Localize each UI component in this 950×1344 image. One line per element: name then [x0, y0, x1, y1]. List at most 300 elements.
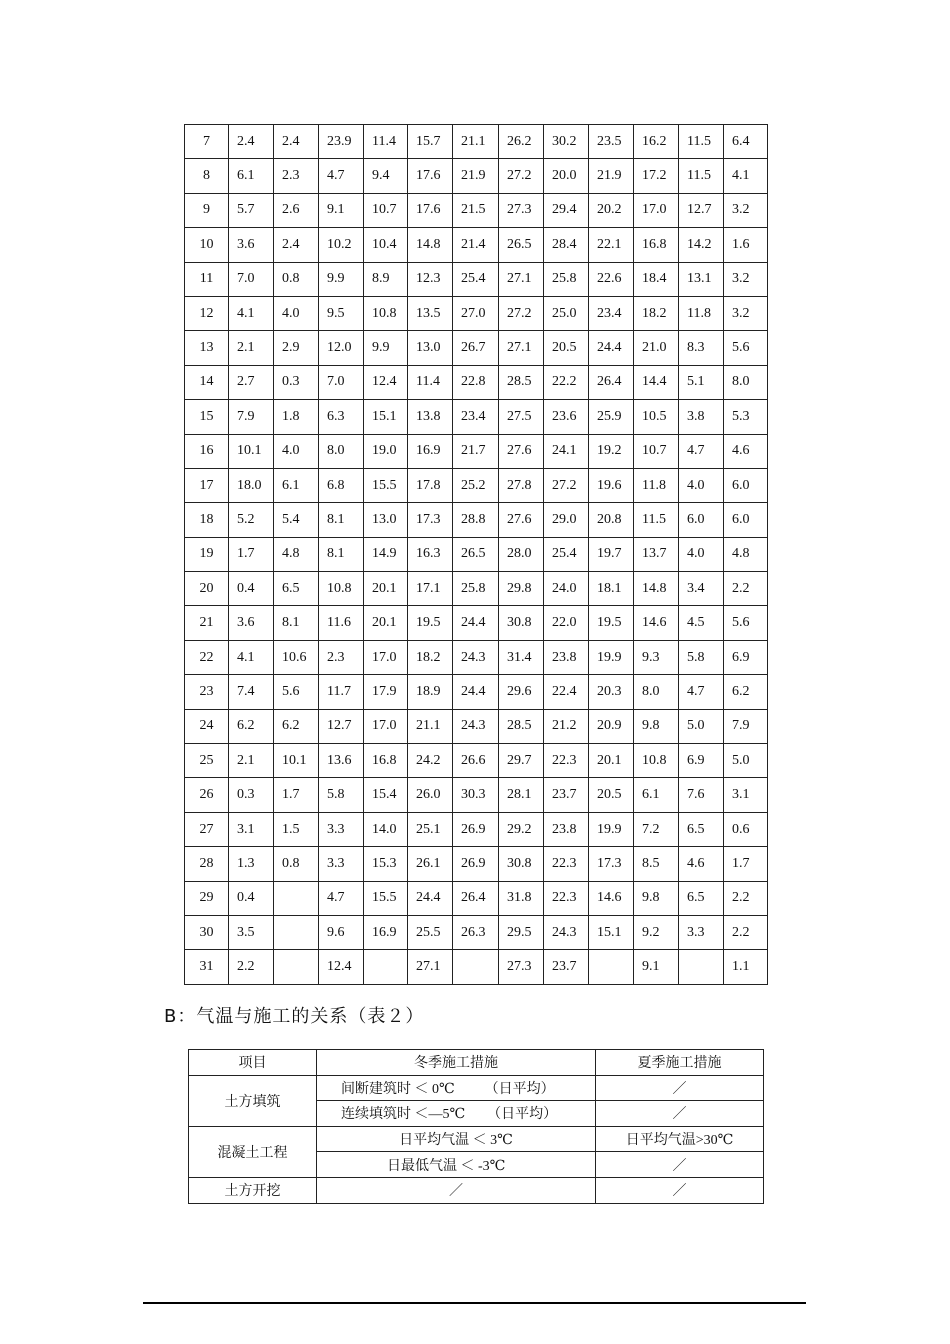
temperature-cell: 28.8 [453, 503, 499, 537]
temperature-cell: 14.2 [679, 228, 724, 262]
temperature-cell: 20.3 [589, 675, 634, 709]
temperature-cell: 6.5 [679, 881, 724, 915]
temperature-cell: 23.4 [589, 296, 634, 330]
table-row [185, 847, 768, 881]
temperature-cell: 2.1 [229, 744, 274, 778]
temperature-cell: 9.9 [319, 262, 364, 296]
temperature-cell: 4.8 [274, 537, 319, 571]
temperature-cell: 0.3 [229, 778, 274, 812]
temperature-cell: 15.1 [364, 400, 408, 434]
temperature-cell: 13.1 [679, 262, 724, 296]
earth-fill-winter-1 [317, 1075, 596, 1101]
temperature-cell: 6.8 [319, 468, 364, 502]
table-row [185, 331, 768, 365]
temperature-cell: 11.7 [319, 675, 364, 709]
temperature-cell: 30.8 [499, 606, 544, 640]
temperature-cell: 11.5 [679, 125, 724, 159]
temperature-cell: 13.7 [634, 537, 679, 571]
day-cell: 16 [185, 434, 229, 468]
day-cell: 29 [185, 881, 229, 915]
temperature-cell: 22.3 [544, 881, 589, 915]
temperature-cell: 27.8 [499, 468, 544, 502]
table-row [185, 640, 768, 674]
temperature-cell: 17.2 [634, 159, 679, 193]
temperature-cell: 0.8 [274, 847, 319, 881]
temperature-cell: 23.6 [544, 400, 589, 434]
temperature-cell: 23.9 [319, 125, 364, 159]
temperature-cell: 14.6 [589, 881, 634, 915]
day-cell: 24 [185, 709, 229, 743]
table-row [185, 193, 768, 227]
temperature-cell: 5.0 [679, 709, 724, 743]
temperature-cell: 7.4 [229, 675, 274, 709]
temperature-cell [679, 950, 724, 984]
temperature-cell: 11.4 [408, 365, 453, 399]
temperature-cell: 26.1 [408, 847, 453, 881]
temperature-cell: 6.0 [724, 468, 768, 502]
temperature-cell: 26.3 [453, 915, 499, 949]
temperature-cell: 26.6 [453, 744, 499, 778]
temperature-cell: 10.7 [634, 434, 679, 468]
temperature-cell: 26.4 [589, 365, 634, 399]
temperature-cell: 21.1 [408, 709, 453, 743]
temperature-cell: 19.5 [408, 606, 453, 640]
temperature-cell: 8.3 [679, 331, 724, 365]
table-row [185, 709, 768, 743]
temperature-cell: 4.7 [319, 881, 364, 915]
temperature-cell: 28.5 [499, 709, 544, 743]
temperature-cell: 6.1 [229, 159, 274, 193]
temperature-cell: 6.4 [724, 125, 768, 159]
temperature-cell: 10.8 [319, 572, 364, 606]
temperature-cell: 5.0 [724, 744, 768, 778]
day-cell: 12 [185, 296, 229, 330]
temperature-cell: 20.5 [589, 778, 634, 812]
temperature-cell: 6.0 [679, 503, 724, 537]
temperature-cell: 2.3 [274, 159, 319, 193]
temperature-cell: 29.4 [544, 193, 589, 227]
temperature-cell: 8.9 [364, 262, 408, 296]
section-heading: B：气温与施工的关系（表２） [164, 1006, 425, 1027]
temperature-cell: 10.1 [274, 744, 319, 778]
temperature-cell: 20.5 [544, 331, 589, 365]
table-row [185, 675, 768, 709]
temperature-cell: 22.3 [544, 744, 589, 778]
day-cell: 15 [185, 400, 229, 434]
temperature-cell: 12.7 [319, 709, 364, 743]
temperature-cell: 3.8 [679, 400, 724, 434]
temperature-cell: 6.1 [274, 468, 319, 502]
earth-fill-winter-1-note: （日平均） [484, 1081, 555, 1097]
temperature-cell: 1.3 [229, 847, 274, 881]
temperature-cell: 4.7 [679, 675, 724, 709]
table-row [185, 572, 768, 606]
table-row [185, 125, 768, 159]
temperature-cell: 26.4 [453, 881, 499, 915]
temperature-cell: 3.3 [319, 812, 364, 846]
temperature-cell: 16.2 [634, 125, 679, 159]
temperature-cell: 27.2 [499, 159, 544, 193]
temperature-cell: 14.9 [364, 537, 408, 571]
temperature-cell: 3.5 [229, 915, 274, 949]
temperature-cell: 25.0 [544, 296, 589, 330]
temperature-cell: 1.6 [724, 228, 768, 262]
excavation-label: 土方开挖 [189, 1177, 317, 1203]
temperature-cell: 11.6 [319, 606, 364, 640]
temperature-cell: 27.1 [499, 262, 544, 296]
temperature-cell: 6.9 [679, 744, 724, 778]
temperature-cell: 12.4 [319, 950, 364, 984]
temperature-cell: 4.0 [274, 296, 319, 330]
temperature-cell: 24.3 [453, 709, 499, 743]
temperature-cell: 7.0 [229, 262, 274, 296]
temperature-cell: 4.5 [679, 606, 724, 640]
temperature-cell: 8.5 [634, 847, 679, 881]
temperature-cell: 5.4 [274, 503, 319, 537]
temperature-cell: 16.8 [634, 228, 679, 262]
temperature-cell: 4.0 [679, 468, 724, 502]
temperature-cell: 13.6 [319, 744, 364, 778]
temperature-cell: 9.8 [634, 709, 679, 743]
temperature-cell: 16.8 [364, 744, 408, 778]
temperature-cell: 4.8 [724, 537, 768, 571]
temperature-cell: 24.4 [453, 606, 499, 640]
temperature-cell: 28.1 [499, 778, 544, 812]
temperature-cell: 22.8 [453, 365, 499, 399]
table-row [185, 812, 768, 846]
temperature-cell: 10.6 [274, 640, 319, 674]
temperature-cell: 22.3 [544, 847, 589, 881]
temperature-cell: 5.6 [724, 606, 768, 640]
temperature-cell: 0.8 [274, 262, 319, 296]
temperature-cell: 30.2 [544, 125, 589, 159]
header-item: 项目 [189, 1050, 317, 1076]
concrete-row-1 [189, 1126, 764, 1152]
day-cell: 23 [185, 675, 229, 709]
temperature-cell: 26.9 [453, 847, 499, 881]
temperature-cell: 2.2 [724, 915, 768, 949]
temperature-cell: 22.0 [544, 606, 589, 640]
temperature-cell: 24.2 [408, 744, 453, 778]
temperature-cell: 18.2 [634, 296, 679, 330]
temperature-cell: 8.1 [319, 503, 364, 537]
temperature-cell: 25.9 [589, 400, 634, 434]
temperature-cell: 23.8 [544, 812, 589, 846]
temperature-cell: 21.4 [453, 228, 499, 262]
temperature-cell: 7.0 [319, 365, 364, 399]
temperature-cell: 0.4 [229, 572, 274, 606]
temperature-cell: 16.9 [408, 434, 453, 468]
temperature-cell: 5.3 [724, 400, 768, 434]
temperature-cell: 4.7 [319, 159, 364, 193]
temperature-cell: 13.5 [408, 296, 453, 330]
day-cell: 13 [185, 331, 229, 365]
temperature-cell: 17.1 [408, 572, 453, 606]
temperature-cell: 2.9 [274, 331, 319, 365]
temperature-cell: 27.6 [499, 503, 544, 537]
temperature-cell: 10.1 [229, 434, 274, 468]
temperature-cell: 23.8 [544, 640, 589, 674]
temperature-cell: 2.4 [229, 125, 274, 159]
temperature-cell: 18.4 [634, 262, 679, 296]
temperature-cell: 27.1 [499, 331, 544, 365]
temperature-cell: 9.9 [364, 331, 408, 365]
temperature-cell: 25.4 [453, 262, 499, 296]
temperature-cell: 21.7 [453, 434, 499, 468]
concrete-winter-2: 日最低气温 ＜ -3℃ [317, 1152, 596, 1178]
temperature-cell: 2.4 [274, 125, 319, 159]
temperature-cell: 14.8 [634, 572, 679, 606]
day-cell: 14 [185, 365, 229, 399]
temperature-cell: 19.9 [589, 812, 634, 846]
temperature-cell: 0.6 [724, 812, 768, 846]
temperature-cell: 10.2 [319, 228, 364, 262]
temperature-cell: 9.1 [319, 193, 364, 227]
temperature-construction-relation-table [188, 1049, 764, 1204]
table-row [185, 537, 768, 571]
temperature-cell: 15.1 [589, 915, 634, 949]
temperature-cell: 27.3 [499, 950, 544, 984]
temperature-cell: 18.2 [408, 640, 453, 674]
temperature-cell: 20.8 [589, 503, 634, 537]
temperature-cell: 1.1 [724, 950, 768, 984]
day-cell: 25 [185, 744, 229, 778]
temperature-cell: 8.0 [634, 675, 679, 709]
temperature-cell: 1.7 [229, 537, 274, 571]
earth-fill-winter-2-condition: 连续填筑时 ＜—5℃ [341, 1107, 466, 1123]
temperature-cell: 4.6 [724, 434, 768, 468]
temperature-cell: 3.1 [229, 812, 274, 846]
temperature-cell: 2.4 [274, 228, 319, 262]
temperature-cell: 27.6 [499, 434, 544, 468]
footer-rule [143, 1302, 806, 1304]
temperature-cell: 10.4 [364, 228, 408, 262]
temperature-cell: 28.4 [544, 228, 589, 262]
temperature-cell: 27.0 [453, 296, 499, 330]
temperature-cell: 6.9 [724, 640, 768, 674]
temperature-cell: 3.6 [229, 228, 274, 262]
temperature-cell [453, 950, 499, 984]
temperature-cell: 2.1 [229, 331, 274, 365]
day-cell: 11 [185, 262, 229, 296]
concrete-summer-2: ／ [596, 1152, 764, 1178]
temperature-cell: 17.3 [589, 847, 634, 881]
temperature-cell: 13.8 [408, 400, 453, 434]
temperature-cell: 2.3 [319, 640, 364, 674]
temperature-cell: 14.6 [634, 606, 679, 640]
temperature-cell: 17.6 [408, 159, 453, 193]
earth-fill-summer-1: ／ [596, 1075, 764, 1101]
table-row [185, 468, 768, 502]
daily-temperature-table [184, 124, 768, 985]
temperature-cell: 25.8 [453, 572, 499, 606]
temperature-cell: 26.5 [453, 537, 499, 571]
temperature-cell: 23.4 [453, 400, 499, 434]
day-cell: 30 [185, 915, 229, 949]
temperature-cell: 5.7 [229, 193, 274, 227]
day-cell: 21 [185, 606, 229, 640]
temperature-cell: 20.9 [589, 709, 634, 743]
temperature-cell: 20.1 [364, 572, 408, 606]
temperature-cell: 6.3 [319, 400, 364, 434]
temperature-cell: 6.5 [274, 572, 319, 606]
day-cell: 20 [185, 572, 229, 606]
temperature-cell: 15.4 [364, 778, 408, 812]
temperature-cell: 11.5 [679, 159, 724, 193]
temperature-cell: 27.3 [499, 193, 544, 227]
temperature-cell: 28.0 [499, 537, 544, 571]
temperature-cell: 8.0 [319, 434, 364, 468]
table-row [185, 159, 768, 193]
temperature-cell: 8.1 [319, 537, 364, 571]
temperature-cell: 24.3 [453, 640, 499, 674]
temperature-cell: 21.9 [453, 159, 499, 193]
temperature-cell: 22.2 [544, 365, 589, 399]
temperature-cell: 29.5 [499, 915, 544, 949]
temperature-cell: 17.6 [408, 193, 453, 227]
temperature-cell: 19.9 [589, 640, 634, 674]
temperature-cell: 25.1 [408, 812, 453, 846]
temperature-cell [274, 881, 319, 915]
temperature-cell: 3.2 [724, 262, 768, 296]
day-cell: 27 [185, 812, 229, 846]
table-row [185, 744, 768, 778]
temperature-cell: 3.1 [724, 778, 768, 812]
day-cell: 10 [185, 228, 229, 262]
temperature-cell: 4.6 [679, 847, 724, 881]
temperature-cell: 12.0 [319, 331, 364, 365]
temperature-cell: 20.1 [364, 606, 408, 640]
temperature-cell: 11.4 [364, 125, 408, 159]
table-row [185, 881, 768, 915]
temperature-cell: 24.4 [408, 881, 453, 915]
temperature-cell: 18.0 [229, 468, 274, 502]
temperature-cell: 14.0 [364, 812, 408, 846]
temperature-cell: 10.7 [364, 193, 408, 227]
temperature-cell: 15.5 [364, 881, 408, 915]
temperature-cell: 4.1 [229, 296, 274, 330]
temperature-cell: 5.2 [229, 503, 274, 537]
earth-fill-winter-1-condition: 间断建筑时 ＜ 0℃ [341, 1081, 455, 1097]
temperature-cell: 26.5 [499, 228, 544, 262]
header-winter: 冬季施工措施 [317, 1050, 596, 1076]
excavation-row [189, 1177, 764, 1203]
temperature-cell: 10.5 [634, 400, 679, 434]
temperature-cell: 3.4 [679, 572, 724, 606]
temperature-cell: 2.6 [274, 193, 319, 227]
day-cell: 19 [185, 537, 229, 571]
table-row [185, 365, 768, 399]
table-row [185, 400, 768, 434]
temperature-cell: 15.5 [364, 468, 408, 502]
temperature-cell [274, 950, 319, 984]
day-cell: 22 [185, 640, 229, 674]
day-cell: 18 [185, 503, 229, 537]
temperature-cell: 24.3 [544, 915, 589, 949]
temperature-cell: 1.5 [274, 812, 319, 846]
temperature-cell: 23.5 [589, 125, 634, 159]
temperature-cell: 12.3 [408, 262, 453, 296]
temperature-cell: 21.2 [544, 709, 589, 743]
temperature-cell: 25.4 [544, 537, 589, 571]
concrete-summer-1: 日平均气温>30℃ [596, 1126, 764, 1152]
temperature-cell: 9.6 [319, 915, 364, 949]
temperature-cell: 25.2 [453, 468, 499, 502]
table-row [185, 434, 768, 468]
temperature-cell: 3.2 [724, 193, 768, 227]
temperature-cell: 17.0 [634, 193, 679, 227]
table-row [185, 228, 768, 262]
temperature-table-body [185, 125, 768, 985]
temperature-cell: 17.9 [364, 675, 408, 709]
temperature-cell: 9.3 [634, 640, 679, 674]
temperature-cell: 9.4 [364, 159, 408, 193]
temperature-cell: 19.2 [589, 434, 634, 468]
temperature-cell: 1.7 [274, 778, 319, 812]
temperature-cell: 14.8 [408, 228, 453, 262]
temperature-cell: 5.8 [319, 778, 364, 812]
header-row [189, 1050, 764, 1076]
temperature-cell: 16.9 [364, 915, 408, 949]
temperature-cell: 26.9 [453, 812, 499, 846]
temperature-cell: 21.5 [453, 193, 499, 227]
temperature-cell: 5.8 [679, 640, 724, 674]
temperature-cell: 5.6 [274, 675, 319, 709]
temperature-cell: 9.1 [634, 950, 679, 984]
temperature-cell: 22.4 [544, 675, 589, 709]
temperature-cell: 9.5 [319, 296, 364, 330]
temperature-cell: 29.7 [499, 744, 544, 778]
temperature-cell: 9.8 [634, 881, 679, 915]
temperature-cell: 4.0 [274, 434, 319, 468]
temperature-cell: 23.7 [544, 950, 589, 984]
table-row [185, 296, 768, 330]
temperature-cell: 15.3 [364, 847, 408, 881]
temperature-cell: 17.8 [408, 468, 453, 502]
temperature-cell: 26.7 [453, 331, 499, 365]
temperature-cell: 31.8 [499, 881, 544, 915]
temperature-cell: 3.3 [319, 847, 364, 881]
temperature-cell: 23.7 [544, 778, 589, 812]
temperature-cell: 20.0 [544, 159, 589, 193]
earth-fill-label: 土方填筑 [189, 1075, 317, 1126]
temperature-cell: 27.1 [408, 950, 453, 984]
temperature-cell: 2.2 [229, 950, 274, 984]
temperature-cell: 24.1 [544, 434, 589, 468]
temperature-cell: 26.0 [408, 778, 453, 812]
temperature-cell: 4.1 [229, 640, 274, 674]
temperature-cell [274, 915, 319, 949]
temperature-cell: 7.9 [724, 709, 768, 743]
temperature-cell: 19.6 [589, 468, 634, 502]
temperature-cell: 7.6 [679, 778, 724, 812]
temperature-cell: 4.0 [679, 537, 724, 571]
temperature-cell: 25.5 [408, 915, 453, 949]
temperature-cell: 30.3 [453, 778, 499, 812]
temperature-cell: 19.0 [364, 434, 408, 468]
temperature-cell: 29.8 [499, 572, 544, 606]
temperature-cell: 3.2 [724, 296, 768, 330]
temperature-cell: 22.1 [589, 228, 634, 262]
day-cell: 17 [185, 468, 229, 502]
day-cell: 7 [185, 125, 229, 159]
temperature-cell: 3.3 [679, 915, 724, 949]
temperature-cell: 8.1 [274, 606, 319, 640]
excavation-summer: ／ [596, 1177, 764, 1203]
temperature-cell: 6.0 [724, 503, 768, 537]
temperature-cell: 14.4 [634, 365, 679, 399]
day-cell: 9 [185, 193, 229, 227]
